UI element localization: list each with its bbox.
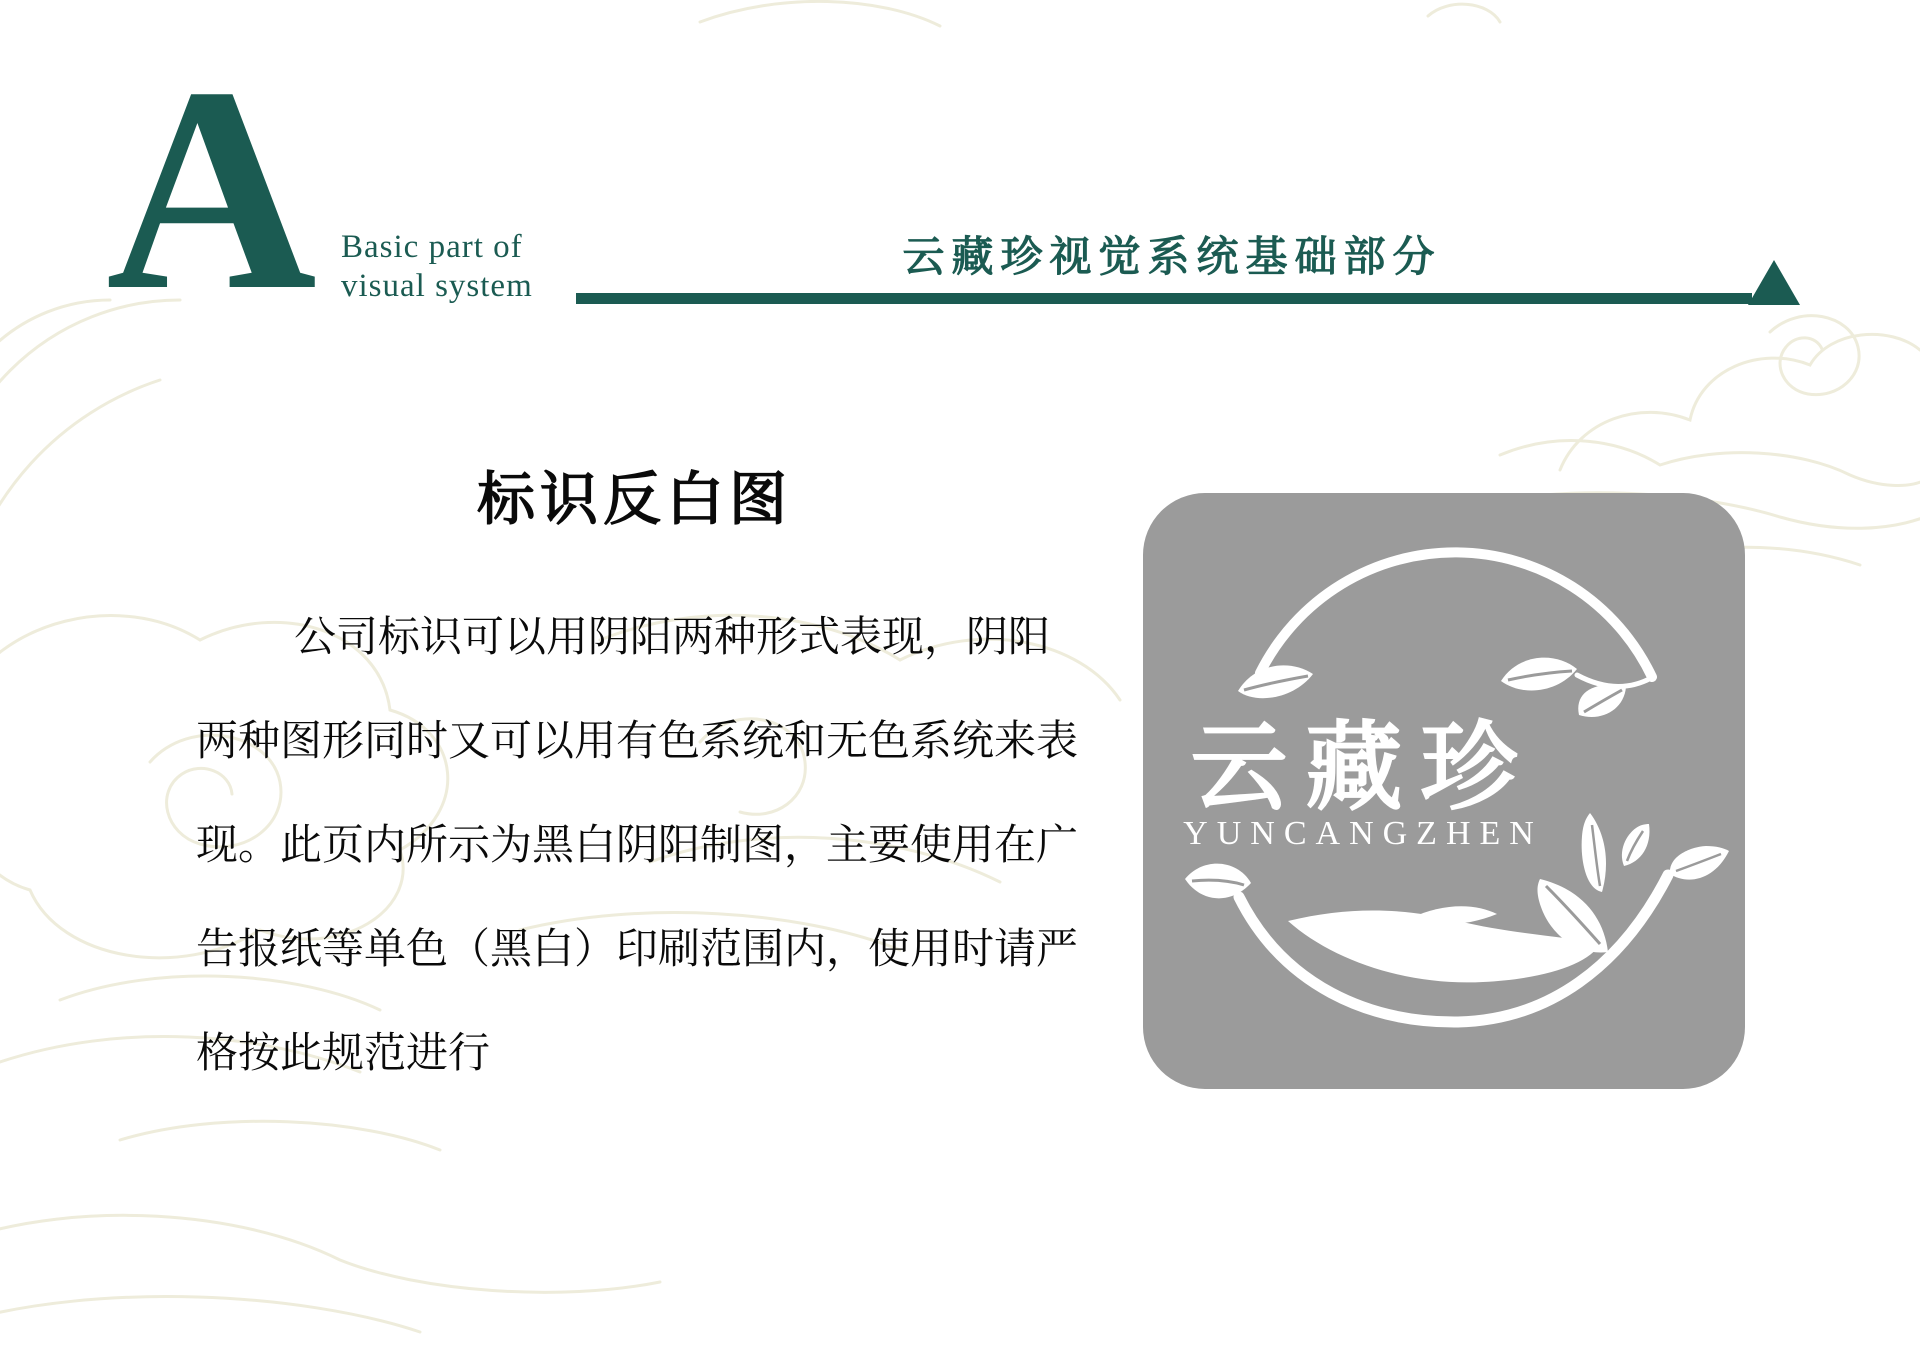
paragraph-line: 告报纸等单色（黑白）印刷范围内，使用时请严 — [196, 925, 1079, 972]
header-rule-line — [576, 293, 1752, 304]
paragraph-line: 公司标识可以用阴阳两种形式表现，阴阳 — [294, 613, 1051, 660]
page-title: 标识反白图 — [477, 467, 793, 532]
section-label-line2: visual system — [341, 268, 533, 304]
logo-reverse-panel — [1143, 493, 1745, 1089]
body-paragraph — [196, 585, 1156, 1105]
section-title-chinese: 云藏珍视觉系统基础部分 — [902, 235, 1442, 281]
logo-brand-name-cn: 云藏珍 — [1190, 715, 1536, 822]
logo-brand-name-en: YUNCANGZHEN — [1183, 815, 1543, 852]
leaf-icon — [1501, 658, 1653, 691]
triangle-marker-icon — [1748, 260, 1800, 305]
section-letter: A — [106, 28, 317, 351]
section-label-english — [341, 228, 533, 306]
section-label-line1: Basic part of — [341, 229, 523, 265]
paragraph-line: 现。此页内所示为黑白阴阳制图，主要使用在广 — [196, 821, 1079, 868]
paragraph-line: 格按此规范进行 — [196, 1029, 491, 1076]
leaf-icon — [1582, 813, 1606, 892]
logo-circle-top-arc — [1260, 552, 1652, 677]
leaf-icon — [1578, 685, 1626, 717]
leaf-icon — [1670, 846, 1729, 880]
paragraph-line: 两种图形同时又可以用有色系统和无色系统来表 — [196, 717, 1079, 764]
leaf-icon — [1622, 824, 1650, 866]
